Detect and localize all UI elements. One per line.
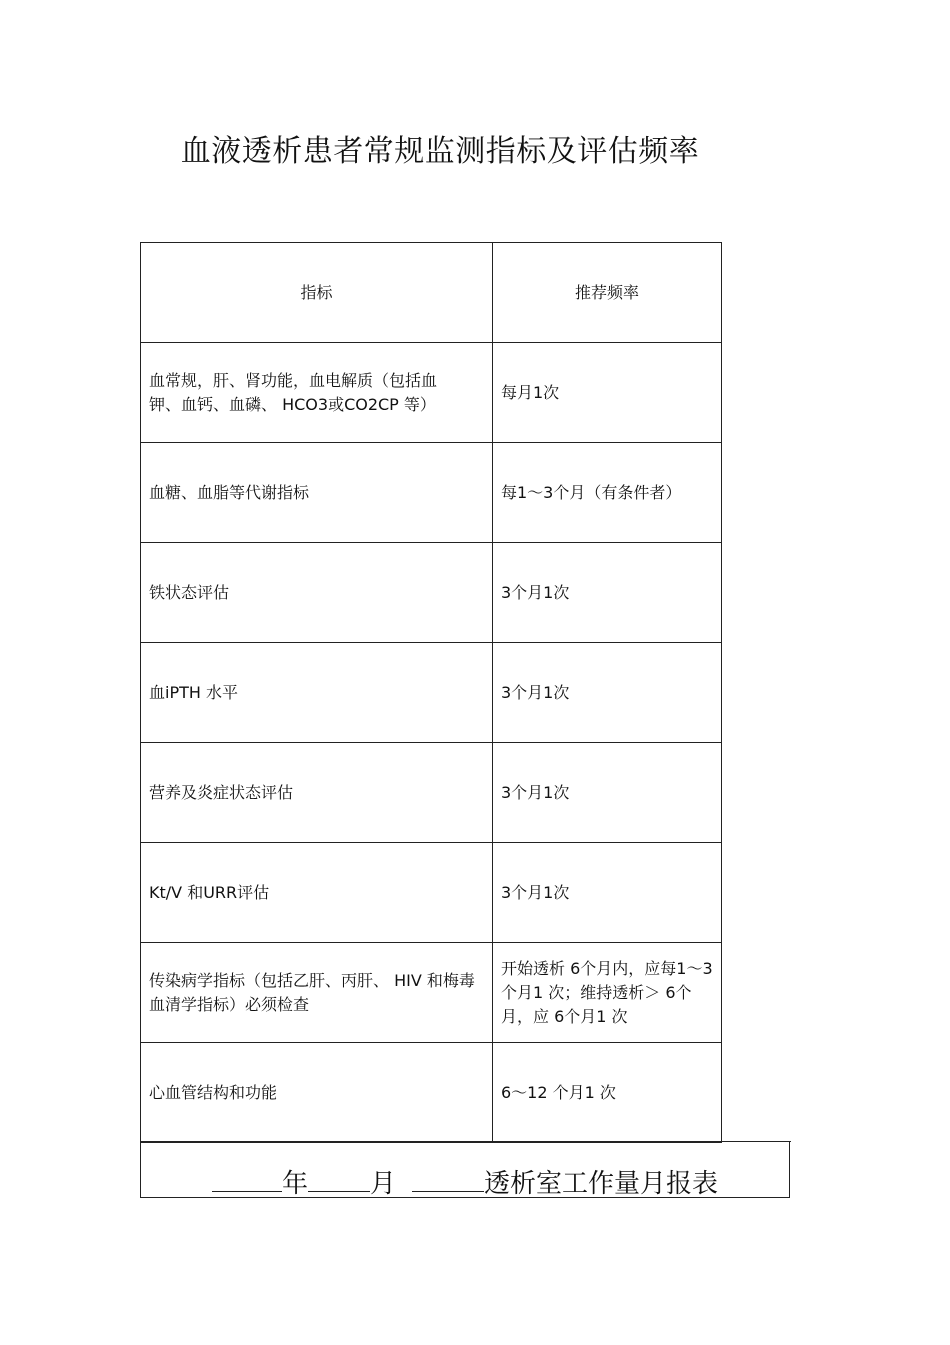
report-label: 透析室工作量月报表 xyxy=(484,1169,719,1199)
indicator-text: 血常规，肝、肾功能，血电解质（包括血钾、血钙、血磷、 HCO3或CO2CP 等） xyxy=(149,370,438,414)
table-row xyxy=(141,843,722,943)
frequency-cell: 每月1次 xyxy=(493,343,722,443)
indicator-cell: 传染病学指标（包括乙肝、丙肝、 HIV 和梅毒血清学指标）必须检查 xyxy=(141,943,493,1043)
document-title: 血液透析患者常规监测指标及评估频率 xyxy=(180,134,700,169)
table-row xyxy=(141,643,722,743)
indicator-cell: 铁状态评估 xyxy=(141,543,493,643)
indicator-cell: 血iPTH 水平 xyxy=(141,643,493,743)
table-row xyxy=(141,443,722,543)
header-frequency: 推荐频率 xyxy=(493,243,722,343)
monitoring-table xyxy=(140,242,722,1143)
month-blank xyxy=(308,1163,370,1192)
year-blank xyxy=(212,1163,282,1192)
frequency-cell: 开始透析 6个月内，应每1～3个月1 次；维持透析＞ 6个月，应 6个月1 次 xyxy=(493,943,722,1043)
frequency-cell: 3个月1次 xyxy=(493,843,722,943)
unit-blank xyxy=(412,1163,484,1192)
table-row xyxy=(141,943,722,1043)
table-row xyxy=(141,343,722,443)
frequency-cell: 3个月1次 xyxy=(493,743,722,843)
report-title-line xyxy=(141,1163,789,1201)
header-indicator: 指标 xyxy=(141,243,493,343)
table-header-row xyxy=(141,243,722,343)
indicator-cell: 心血管结构和功能 xyxy=(141,1043,493,1143)
table-row xyxy=(141,543,722,643)
indicator-cell: 营养及炎症状态评估 xyxy=(141,743,493,843)
frequency-cell: 3个月1次 xyxy=(493,543,722,643)
indicator-cell: 血糖、血脂等代谢指标 xyxy=(141,443,493,543)
indicator-cell: Kt/V 和URR评估 xyxy=(141,843,493,943)
frequency-cell: 3个月1次 xyxy=(493,643,722,743)
year-label: 年 xyxy=(281,1169,308,1199)
frequency-cell: 每1～3个月（有条件者） xyxy=(493,443,722,543)
indicator-cell xyxy=(141,343,493,443)
table-row xyxy=(141,743,722,843)
month-label: 月 xyxy=(369,1169,396,1199)
table-row xyxy=(141,1043,722,1143)
report-header-box xyxy=(140,1141,790,1198)
frequency-cell: 6～12 个月1 次 xyxy=(493,1043,722,1143)
